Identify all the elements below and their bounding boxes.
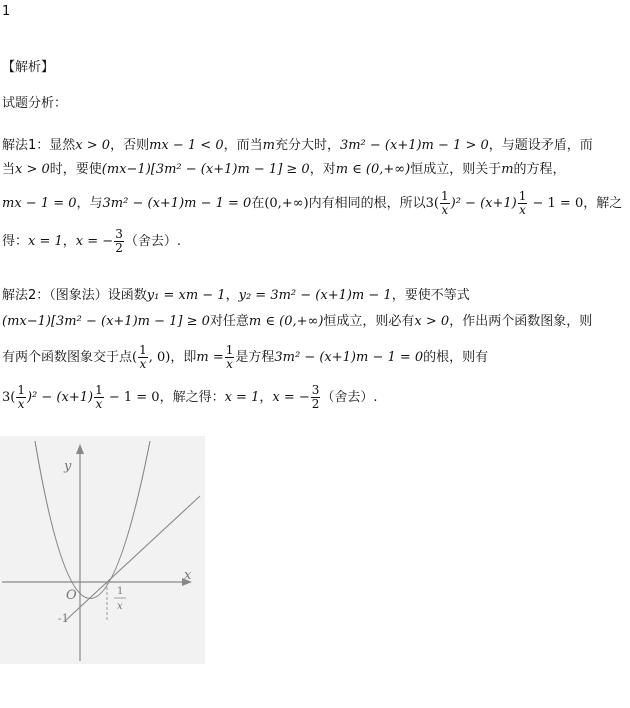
fraction-1-over-x: $\frac{1}{x}$ xyxy=(17,383,25,411)
fraction-3-over-2: $\frac{3}{2}$ xyxy=(115,227,123,255)
method1-line3: mx − 1 = 0，与3m² − (x+1)m − 1 = 0在(0,+∞)内有相同的根，所以3( $\frac{1}{x}$ )² − (x+1) $\frac{1}{x}$ − 1 = 0，解之 xyxy=(2,189,623,217)
fraction-1-over-x: $\frac{1}{x}$ xyxy=(139,343,147,371)
fraction-1-over-x: $\frac{1}{x}$ xyxy=(518,189,527,217)
method1-line2: 当x > 0时，要使(mx−1)[3m² − (x+1)m − 1] ≥ 0，对m ∈ (0,+∞)恒成立，则关于m的方程， xyxy=(2,162,566,177)
method2-line4: 3( $\frac{1}{x}$ )² − (x+1) $\frac{1}{x}$ − 1 = 0，解之得：x = 1，x = − $\frac{3}{2}$ （舍去）. xyxy=(2,383,378,411)
method2-line2: (mx−1)[3m² − (x+1)m − 1] ≥ 0对任意m ∈ (0,+∞)恒成立，则必有x > 0，作出两个函数图象，则 xyxy=(2,314,593,329)
tick-denominator: x xyxy=(117,601,123,612)
fraction-3-over-2: $\frac{3}{2}$ xyxy=(311,383,320,411)
method2-label: 解法2：（图象法）设函数 xyxy=(2,288,147,303)
solution-heading: 【解析】 xyxy=(2,60,55,75)
x-axis-label: x xyxy=(184,568,192,583)
neg-one-label: -1 xyxy=(58,612,69,625)
analysis-intro: 试题分析： xyxy=(2,96,68,111)
tick-numerator: 1 xyxy=(117,586,124,597)
method1-line1: 解法1：显然x > 0，否则mx − 1 < 0，而当m充分大时，3m² − (x+1)m − 1 > 0，与题设矛盾，而 xyxy=(2,138,593,153)
method1-line4: 得：x = 1，x = − $\frac{3}{2}$ （舍去）. xyxy=(2,227,181,255)
y-axis-label: y xyxy=(64,459,72,474)
method2-line3: 有两个函数图象交于点( $\frac{1}{x}$ , 0)，即m = $\frac{1}{x}$ 是方程3m² − (x+1)m − 1 = 0的根，则有 xyxy=(2,343,489,371)
line-y1 xyxy=(65,496,200,621)
fraction-1-over-x: $\frac{1}{x}$ xyxy=(225,343,234,371)
y-axis-arrow xyxy=(76,444,84,454)
parabola-y2 xyxy=(35,441,150,599)
fraction-1-over-x: $\frac{1}{x}$ xyxy=(440,189,449,217)
method1-label: 解法1： xyxy=(2,138,50,153)
function-graph-image xyxy=(0,436,205,664)
page-number: 1 xyxy=(2,4,11,19)
function-graph xyxy=(0,436,205,664)
method2-line1: 解法2：（图象法）设函数y₁ = xm − 1，y₂ = 3m² − (x+1)m − 1，要使不等式 xyxy=(2,288,470,303)
fraction-1-over-x: $\frac{1}{x}$ xyxy=(95,383,103,411)
origin-label: O xyxy=(66,588,77,603)
